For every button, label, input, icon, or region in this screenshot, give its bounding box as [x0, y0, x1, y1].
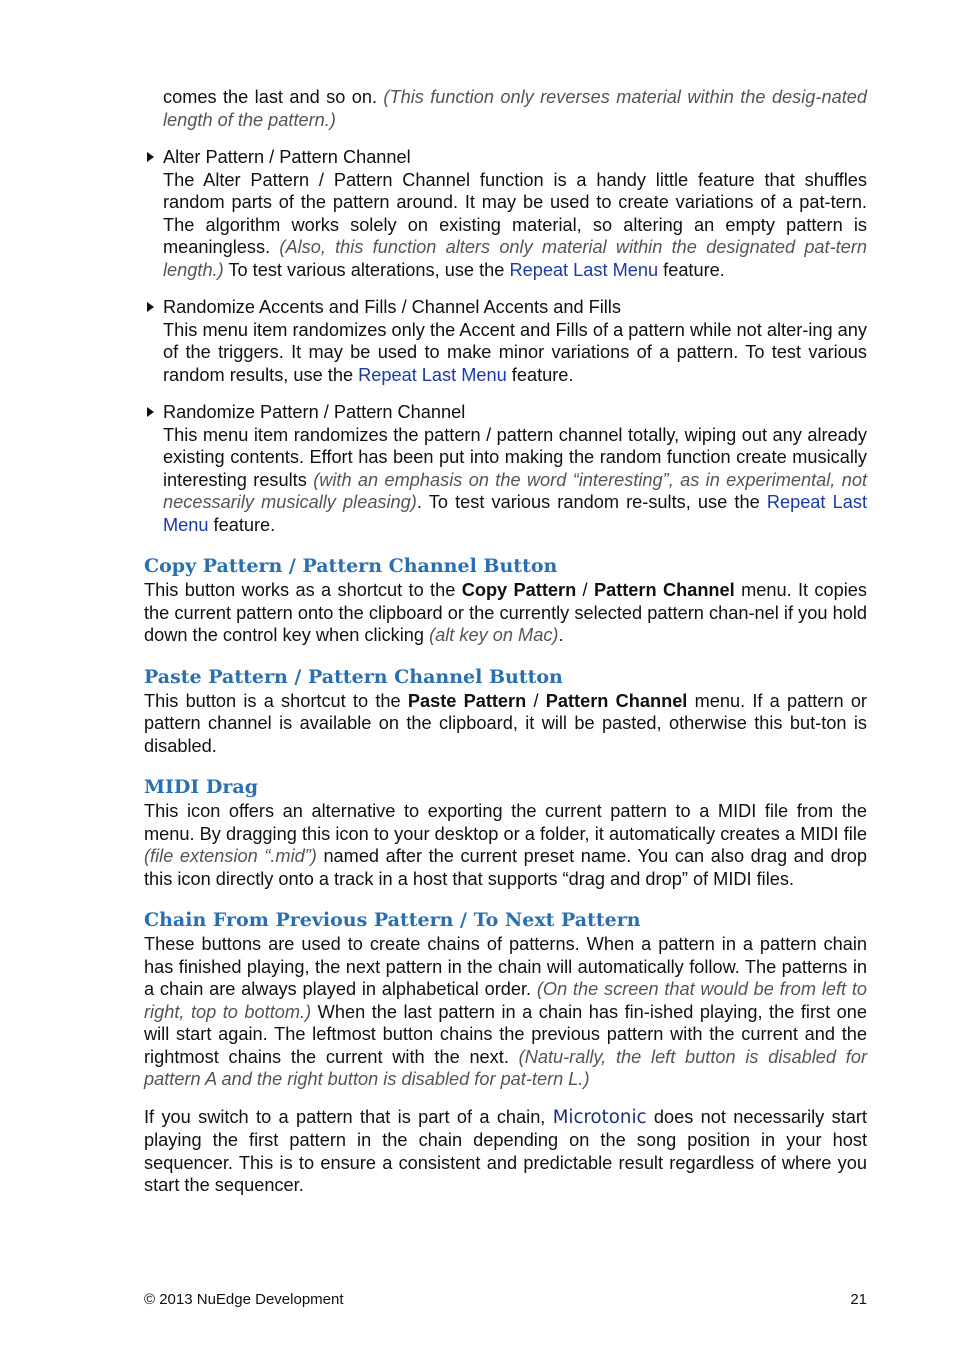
copyright-text: © 2013 NuEdge Development — [144, 1291, 344, 1308]
bullet-triangle-icon — [147, 152, 154, 162]
copy-paragraph: This button works as a shortcut to the Copy Pattern / Pattern Channel menu. It copies the current pattern onto the clipboard or the currently selected pattern chan-nel if you hold down the control key when clicking (alt key on Mac). — [144, 580, 867, 645]
bullet-title: Randomize Accents and Fills / Channel Accents and Fills — [163, 297, 621, 317]
bullet-triangle-icon — [147, 407, 154, 417]
paste-paragraph: This button is a shortcut to the Paste Pattern / Pattern Channel menu. If a pattern or pattern channel is available on the clipboard, it will be pasted, otherwise this but-ton is disabled. — [144, 690, 867, 756]
intro-paragraph: comes the last and so on. (This function only reverses material within the desig-nated length of the pattern.) — [163, 87, 867, 130]
bullet-alter-pattern — [163, 146, 867, 281]
heading-chain-pattern: Chain From Previous Pattern / To Next Pattern — [144, 909, 641, 931]
intro-note: (This function only reverses material within the desig-nated length of the pattern.) — [163, 87, 867, 130]
bullet-randomize-pattern — [163, 401, 867, 536]
repeat-last-menu-link[interactable]: Repeat Last Menu — [509, 259, 659, 280]
repeat-last-menu-link[interactable]: Repeat Last Menu — [163, 492, 867, 535]
document-page — [144, 86, 867, 1197]
bullet-body: This menu item randomizes only the Accent and Fills of a pattern while not alter-ing any of the triggers. It may be used to make minor variations of a pattern. To test various random results, use the Repeat Last Menu feature. — [163, 319, 867, 385]
page-footer — [144, 1291, 867, 1308]
heading-midi-drag: MIDI Drag — [144, 776, 258, 798]
chain-paragraph-2: If you switch to a pattern that is part of a chain, Microtonic does not necessarily start playing the first pattern in the chain depending on the song position in your host sequencer. This is to ensure a consistent and predictable result regardless of where you start the sequencer. — [144, 1106, 867, 1195]
bullet-triangle-icon — [147, 302, 154, 312]
heading-paste-pattern: Paste Pattern / Pattern Channel Button — [144, 665, 563, 688]
bullet-body: This menu item randomizes the pattern / pattern channel totally, wiping out any already existing contents. Effort has been put into making the random function create musically interesting results (with an emphasis on the word “interesting”, as in experimental, not necessarily musically pleasing). To test various random re-sults, use the Repeat Last Menu feature. — [163, 424, 867, 535]
heading-copy-pattern: Copy Pattern / Pattern Channel Button — [144, 555, 558, 577]
page-number: 21 — [850, 1291, 867, 1308]
midi-paragraph: This icon offers an alternative to exporting the current pattern to a MIDI file from the menu. By dragging this icon to your desktop or a folder, it automatically creates a MIDI file (file extension “.mid”) named after the current preset name. You can also drag and drop this icon directly onto a track in a host that supports “drag and drop” of MIDI files. — [144, 801, 867, 889]
bullet-randomize-accents — [163, 296, 867, 386]
chain-paragraph: These buttons are used to create chains of patterns. When a pattern in a pattern chain has finished playing, the next pattern in the chain will automatically follow. The patterns in a chain are always played in alphabetical order. (On the screen that would be from left to right, top to bottom.) When the last pattern in a chain has fin-ished playing, the first one will start again. The leftmost button chains the previous pattern with the current and the rightmost chains the current with the next. (Natu-rally, the left button is disabled for pattern A and the right button is disabled for pat-tern L.) — [144, 934, 868, 1089]
bullet-title: Alter Pattern / Pattern Channel — [163, 147, 411, 167]
product-name: Microtonic — [552, 1106, 647, 1128]
repeat-last-menu-link[interactable]: Repeat Last Menu — [358, 364, 507, 385]
bullet-body: The Alter Pattern / Pattern Channel function is a handy little feature that shuffles random parts of the pattern around. It may be used to create variations of a pat-tern. The algorithm works solely on existing material, so altering an empty pattern is meaningless. (Also, this function alters only material within the designated pat-tern length.) To test various alterations, use the Repeat Last Menu feature. — [163, 169, 868, 280]
bullet-title: Randomize Pattern / Pattern Channel — [163, 402, 466, 422]
